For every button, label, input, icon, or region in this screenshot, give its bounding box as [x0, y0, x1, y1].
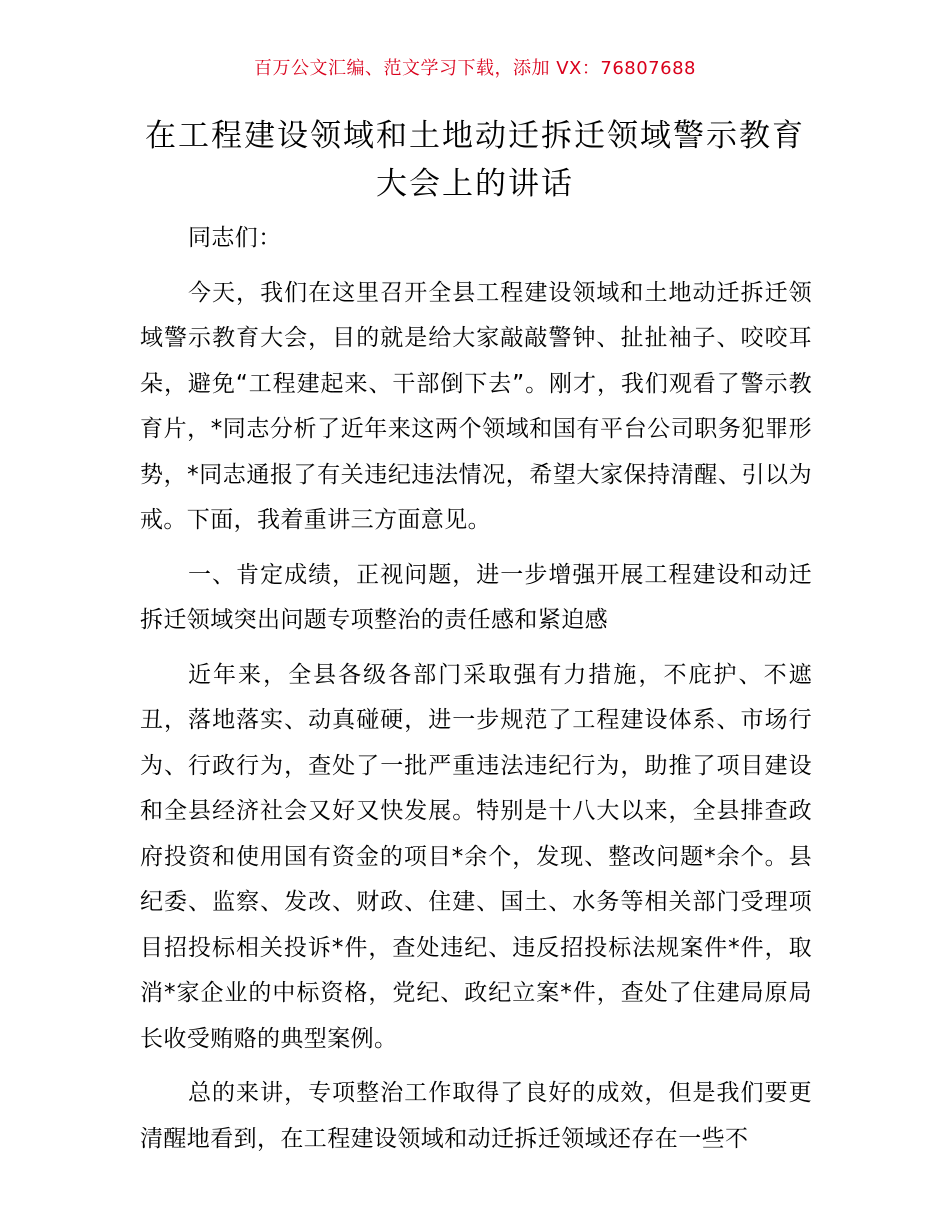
title-line-2: 大会上的讲话	[376, 166, 574, 202]
section-heading-1: 一、肯定成绩，正视问题，进一步增强开展工程建设和动迁拆迁领域突出问题专项整治的责任感和紧迫感	[140, 561, 812, 633]
paragraph-3: 总的来讲，专项整治工作取得了良好的成效，但是我们要更清醒地看到，在工程建设领域和动迁拆迁领域还存在一些不	[140, 1080, 812, 1152]
salutation: 同志们：	[188, 225, 282, 251]
paragraph-2: 近年来，全县各级各部门采取强有力措施，不庇护、不遮丑，落地落实、动真碰硬，进一步规范了工程建设体系、市场行为、行政行为，查处了一批严重违法违纪行为，助推了项目建设和全县经济社会又好又快发展。特别是十八大以来，全县排查政府投资和使用国有资金的项目*余个，发现、整改问题*余个。县纪委、监察、发改、财政、住建、国土、水务等相关部门受理项目招投标相关投诉*件，查处违纪、违反招投标法规案件*件，取消*家企业的中标资格，党纪、政纪立案*件，查处了住建局原局长收受贿赂的典型案例。	[140, 661, 812, 1052]
document-body	[140, 216, 812, 1171]
document-title	[140, 112, 810, 208]
paragraph-1: 今天，我们在这里召开全县工程建设领域和土地动迁拆迁领域警示教育大会，目的就是给大家敲敲警钟、扯扯袖子、咬咬耳朵，避免“工程建起来、干部倒下去”。刚才，我们观看了警示教育片，*同志分析了近年来这两个领域和国有平台公司职务犯罪形势，*同志通报了有关违纪违法情况，希望大家保持清醒、引以为戒。下面，我着重讲三方面意见。	[140, 279, 812, 533]
title-line-1: 在工程建设领域和土地动迁拆迁领域警示教育	[145, 118, 805, 154]
header-note: 百万公文汇编、范文学习下载，添加 VX：76807688	[254, 58, 696, 79]
